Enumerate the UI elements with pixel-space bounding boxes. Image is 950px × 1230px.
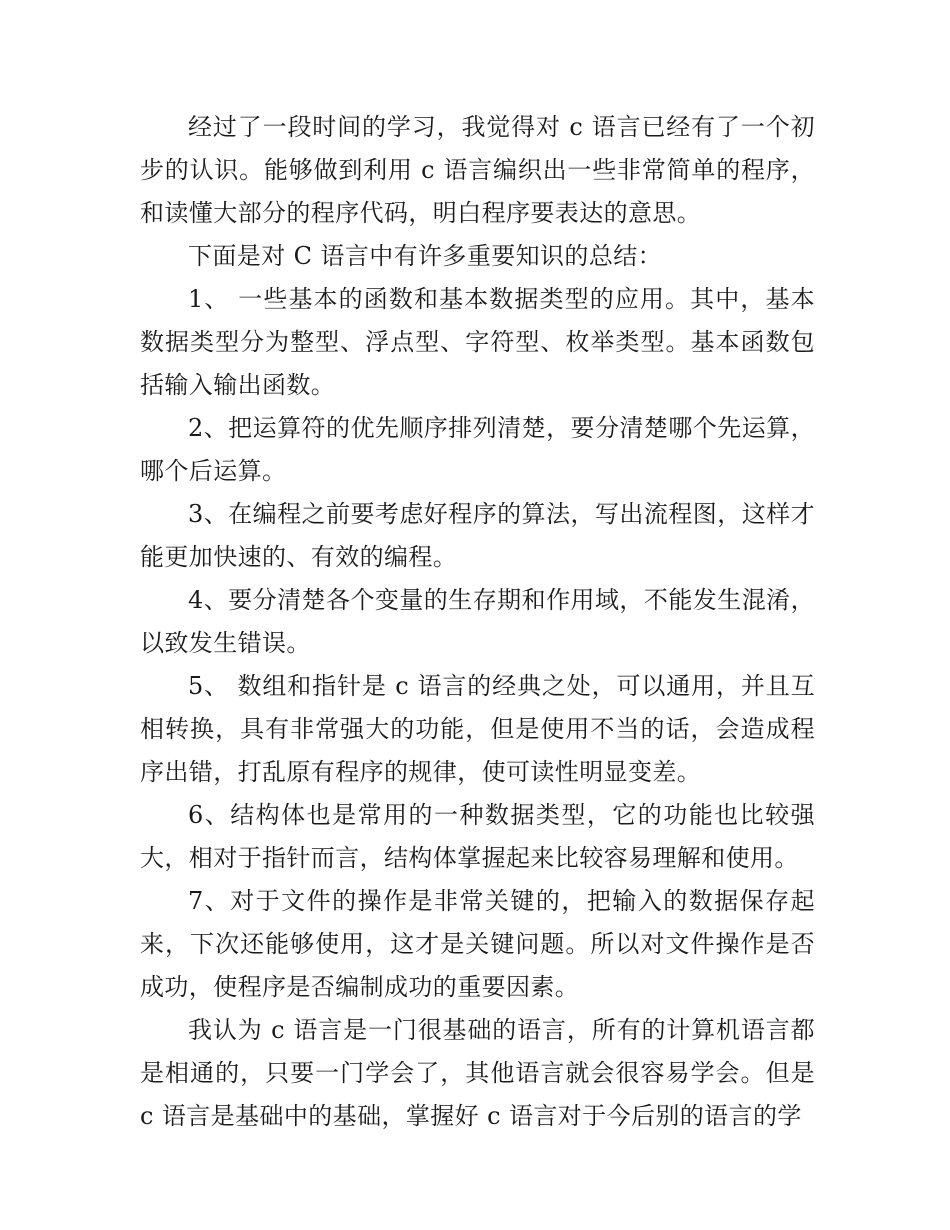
paragraph-point-4: 4、要分清楚各个变量的生存期和作用域，不能发生混淆，以致发生错误。: [140, 586, 815, 657]
paragraph-point-1: 1、 一些基本的函数和基本数据类型的应用。其中，基本数据类型分为整型、浮点型、字符型、枚举类型。基本函数包括输入输出函数。: [140, 285, 815, 399]
paragraph-point-3: 3、在编程之前要考虑好程序的算法，写出流程图，这样才能更加快速的、有效的编程。: [140, 500, 815, 571]
paragraph-point-2: 2、把运算符的优先顺序排列清楚，要分清楚哪个先运算，哪个后运算。: [140, 414, 815, 485]
paragraph-point-6: 6、结构体也是常用的一种数据类型，它的功能也比较强大，相对于指针而言，结构体掌握起来比较容易理解和使用。: [140, 801, 815, 872]
paragraph-point-7: 7、对于文件的操作是非常关键的，把输入的数据保存起来，下次还能够使用，这才是关键问题。所以对文件操作是否成功，使程序是否编制成功的重要因素。: [140, 887, 815, 1001]
paragraph-point-5: 5、 数组和指针是 c 语言的经典之处，可以通用，并且互相转换，具有非常强大的功能，但是使用不当的话，会造成程序出错，打乱原有程序的规律，使可读性明显变差。: [140, 672, 815, 786]
document-body: [140, 106, 815, 1138]
paragraph-intro: 经过了一段时间的学习，我觉得对 c 语言已经有了一个初步的认识。能够做到利用 c 语言编织出一些非常简单的程序，和读懂大部分的程序代码，明白程序要表达的意思。: [140, 113, 815, 227]
paragraph-conclusion: 我认为 c 语言是一门很基础的语言，所有的计算机语言都是相通的，只要一门学会了，其他语言就会很容易学会。但是 c 语言是基础中的基础，掌握好 c 语言对于今后别的语言的学: [140, 1016, 815, 1130]
paragraph-summary-heading: 下面是对 C 语言中有许多重要知识的总结：: [188, 242, 663, 270]
